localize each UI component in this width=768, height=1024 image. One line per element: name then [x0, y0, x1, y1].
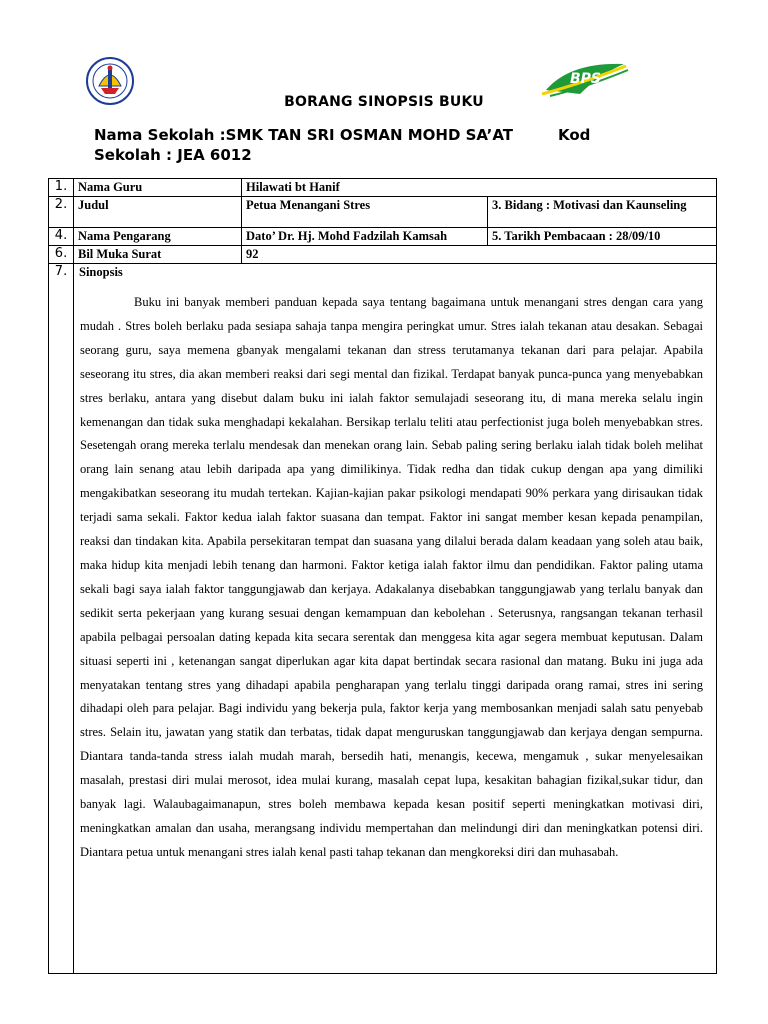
- row-sinopsis: [49, 264, 717, 974]
- field-value: Hilawati bt Hanif: [242, 179, 717, 197]
- form-title: BORANG SINOPSIS BUKU: [284, 94, 484, 110]
- school-code-line: Sekolah : JEA 6012: [94, 146, 252, 164]
- row-number: 1.: [49, 179, 74, 197]
- row-nama-pengarang: [49, 228, 717, 246]
- sinopsis-text: Buku ini banyak memberi panduan kepada saya tentang bagaimana untuk menangani stres dengan cara yang mudah . Stres boleh berlaku pada sesiapa sahaja tanpa mengira peringkat umur. Stres ialah tekanan atau desakan. Sebagai seorang guru, saya memena gbanyak mengalami tekanan dan stress terutamanya tekanan dari para pelajar. Apabila seseorang itu stres, dia akan memberi reaksi dari segi mental dan fizikal. Terdapat banyak punca-punca yang menyebabkan stres berlaku, antara yang disebut dalam buku ini ialah faktor semulajadi seseorang itu, di mana mereka selalu ingin kemenangan dan tidak suka menghadapi kekalahan. Bersikap terlalu teliti atau perfectionist juga boleh menyebabkan stres. Sesetengah orang mereka terlalu mendesak dan menekan orang lain. Sebab paling sering berlaku ialah tidak boleh melihat orang lain senang atau lebih daripada apa yang dimilikinya. Tidak redha dan tidak cukup dengan apa yang dimiliki mengakibatkan seseorang itu mudah tertekan. Kajian-kajian pakar psikologi mendapati 90% perkara yang dirisaukan tidak terjadi sama sekali. Faktor kedua ialah faktor suasana dan tempat. Faktor ini sangat member kesan kepada penampilan, reaksi dan tindakan kita. Apabila persekitaran tempat dan suasana yang dilalui berada dalam keadaan yang soleh atau baik, maka hidup kita menjadi lebih tenang dan harmoni. Faktor ketiga ialah faktor ilmu dan pendidikan. Faktor paling utama sekali bagi saya ialah faktor tanggungjawab dan kerjaya. Adakalanya disebabkan tanggungjawab yang terlalu banyak dan sedikit serta pekerjaan yang kurang sesuai dengan kemampuan dan kebolehan . Seterusnya, rangsangan tekanan terhasil apabila pelbagai persoalan dating kepada kita secara serentak dan menggesa kita agar segera membuat keputusan. Dalam situasi seperti ini , ketenangan sangat diperlukan agar kita dapat bertindak secara rasional dan matang. Buku ini juga ada menyatakan tentang stres yang dihadapi apabila pengharapan yang terlalu tinggi daripada orang ramai, stres ini sering dihadapi oleh para pelajar. Bagi individu yang bekerja pula, faktor kerja yang membosankan menjadi salah satu penyebab stres. Selain itu, jawatan yang statik dan terbatas, tidak dapat menguruskan tanggungjawab dan kerjaya dengan sempurna. Diantara tanda-tanda stress ialah mudah marah, bersedih hati, menangis, kecewa, mengamuk , sukar menyelesaikan masalah, prestasi diri mulai merosot, idea mulai kurang, masalah cepat lupa, kesakitan bahagian fizikal,sukar tidur, dan banyak lagi. Walaubagaimanapun, stres boleh membawa kepada kesan positif seperti meningkatkan motivasi diri, meningkatkan amalan dan usaha, merangsang individu mempertahan dan melindungi diri dan meningkatkan potensi diri. Diantara petua untuk menangani stres ialah kenal pasti tahap tekanan dan mengkoreksi diri dan muhasabah.: [80, 295, 703, 859]
- row-number: 4.: [49, 228, 74, 246]
- row-number: 7.: [49, 264, 74, 974]
- bps-logo: [540, 60, 630, 98]
- field-value: 92: [242, 246, 717, 264]
- sinopsis-label: Sinopsis: [79, 265, 123, 279]
- row-nama-guru: [49, 179, 717, 197]
- field-value: Petua Menangani Stres: [242, 197, 488, 228]
- field-value: Dato’ Dr. Hj. Mohd Fadzilah Kamsah: [242, 228, 488, 246]
- synopsis-form-table: [48, 178, 717, 974]
- row-number: 2.: [49, 197, 74, 228]
- field-label: Nama Guru: [74, 179, 242, 197]
- field-label: Nama Pengarang: [74, 228, 242, 246]
- field-tarikh-pembacaan: 5. Tarikh Pembacaan : 28/09/10: [488, 228, 717, 246]
- sinopsis-cell: [74, 264, 717, 974]
- field-label: Judul: [74, 197, 242, 228]
- field-bidang: 3. Bidang : Motivasi dan Kaunseling: [488, 197, 717, 228]
- bps-logo-text: BPS: [570, 71, 602, 87]
- row-number: 6.: [49, 246, 74, 264]
- field-label: Bil Muka Surat: [74, 246, 242, 264]
- school-name-line: Nama Sekolah :SMK TAN SRI OSMAN MOHD SA’AT: [94, 126, 514, 144]
- row-judul: [49, 197, 717, 228]
- kod-label: Kod: [558, 126, 591, 144]
- row-bil-muka-surat: [49, 246, 717, 264]
